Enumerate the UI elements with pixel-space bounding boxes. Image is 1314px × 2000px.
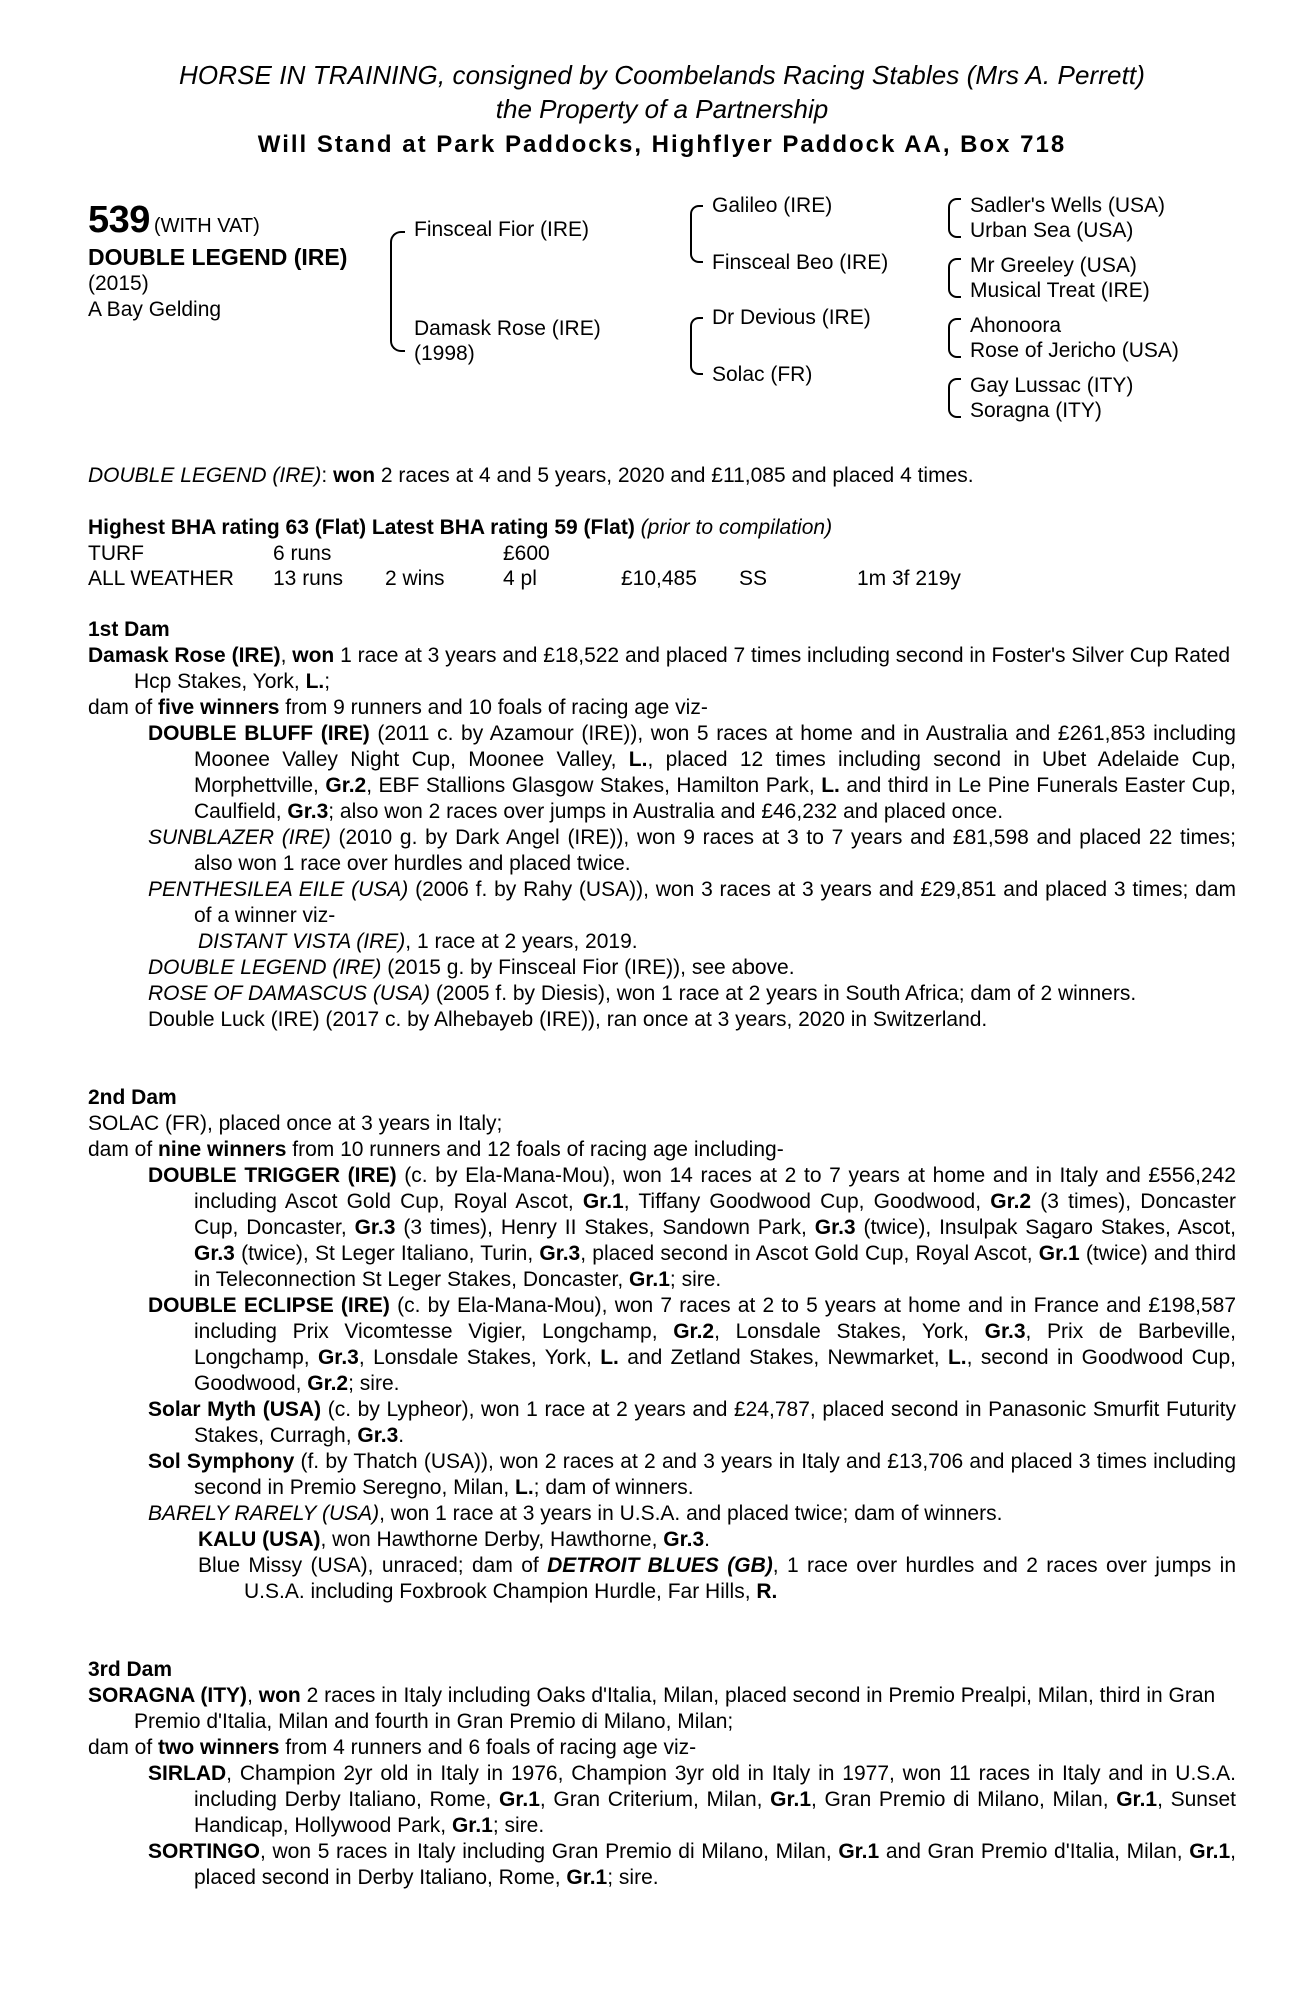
gp-4: Musical Treat (IRE) — [970, 279, 1150, 302]
progeny-name: Sol Symphony — [148, 1450, 295, 1473]
progeny-entry: DOUBLE ECLIPSE (IRE) (c. by Ela-Mana-Mou), won 7 races at 2 to 5 years at home and in France and £198,587 including Prix Vicomtesse Vigier, Longchamp, Gr.2, Lonsdale Stakes, York, Gr.3, Prix de Barbeville, Longchamp, Gr.3, Lonsdale Stakes, York, L. and Zetland Stakes, Newmarket, L., second in Goodwood Cup, Goodwood, Gr.2; sire. — [148, 1294, 1236, 1395]
grade-label: Gr.3 — [194, 1242, 235, 1265]
second-dam-title: 2nd Dam — [88, 1086, 177, 1109]
grade-label: Gr.2 — [673, 1320, 715, 1343]
consignor-line: HORSE IN TRAINING, consigned by Coombelands Racing Stables (Mrs A. Perrett) — [179, 60, 1145, 90]
dam-of-prefix: dam of — [88, 696, 159, 719]
progeny-entry: SORTINGO, won 5 races in Italy including Gran Premio di Milano, Milan, Gr.1 and Gran Premio d'Italia, Milan, Gr.1, placed second in Derby Italiano, Rome, Gr.1; sire. — [148, 1840, 1236, 1889]
grade-label: Gr.1 — [1189, 1840, 1231, 1863]
lot-details — [88, 193, 388, 323]
dam-name: Damask Rose (IRE) — [414, 317, 601, 340]
second-dam-text: , placed once at 3 years in Italy; — [207, 1112, 503, 1135]
first-dam-sep: , — [280, 644, 293, 667]
progeny-name: PENTHESILEA EILE (USA) — [148, 878, 409, 901]
grade-label: Gr.1 — [499, 1788, 540, 1811]
aw-earnings: £10,485 — [621, 567, 697, 590]
aw-placed: 4 pl — [503, 567, 537, 590]
grade-label: Gr.1 — [770, 1788, 812, 1811]
first-dam-listed: L. — [305, 670, 325, 693]
ratings-block — [88, 515, 1236, 591]
grade-label: Gr.3 — [287, 800, 329, 823]
progeny-name: DISTANT VISTA (IRE) — [198, 930, 406, 953]
ratings-heading-bold: Highest BHA rating 63 (Flat) Latest BHA rating 59 (Flat) — [88, 516, 641, 539]
pedigree-block — [88, 193, 1236, 433]
third-dam-line — [88, 1683, 1236, 1735]
winner-count: five winners — [158, 696, 280, 719]
progeny-name: Double Luck (IRE) — [148, 1008, 320, 1031]
progeny-entry: DOUBLE TRIGGER (IRE) (c. by Ela-Mana-Mou), won 14 races at 2 to 7 years at home and in Italy and £556,242 including Ascot Gold Cup, Royal Ascot, Gr.1, Tiffany Goodwood Cup, Goodwood, Gr.2 (3 times), Doncaster Cup, Doncaster, Gr.3 (3 times), Henry II Stakes, Sandown Park, Gr.3 (twice), Insulpak Sagaro Stakes, Ascot, Gr.3 (twice), St Leger Italiano, Turin, Gr.3, placed second in Ascot Gold Cup, Royal Ascot, Gr.1 (twice) and third in Teleconnection St Leger Stakes, Doncaster, Gr.1; sire. — [148, 1164, 1236, 1291]
grade-label: Gr.3 — [814, 1216, 856, 1239]
gp-pair-4 — [946, 373, 1236, 423]
ratings-heading-note: (prior to compilation) — [640, 516, 833, 539]
grade-label: Gr.2 — [307, 1372, 349, 1395]
first-dam-won: won — [292, 644, 335, 667]
dam-parents-group — [688, 305, 946, 387]
aw-runs: 13 runs — [273, 567, 344, 590]
aw-distance: 1m 3f 219y — [857, 567, 961, 590]
sire-name: Finsceal Fior (IRE) — [414, 218, 590, 241]
progeny-name: KALU (USA) — [198, 1528, 321, 1551]
summary-horse-name: DOUBLE LEGEND (IRE) — [88, 464, 322, 487]
ratings-table — [88, 541, 1236, 591]
progeny-entry: ROSE OF DAMASCUS (USA) (2005 f. by Diesis), won 1 race at 2 years in South Africa; dam of 2 winners. — [148, 982, 1137, 1005]
table-row — [88, 566, 1236, 591]
turf-distance — [856, 541, 1236, 566]
race-summary — [88, 463, 1236, 489]
grade-label: Gr.3 — [663, 1528, 705, 1551]
second-dam-name: SOLAC (FR) — [88, 1112, 208, 1135]
sire-group — [388, 217, 688, 366]
progeny-name: Solar Myth (USA) — [148, 1398, 322, 1421]
winner-count: two winners — [158, 1736, 280, 1759]
third-dam-name: SORAGNA (ITY) — [88, 1684, 248, 1707]
gp-1: Sadler's Wells (USA) — [970, 194, 1165, 217]
dam-of-suffix: from 4 runners and 6 foals of racing age viz- — [279, 1736, 697, 1759]
second-dam-progeny-list — [88, 1163, 1236, 1605]
gp-5: Ahonoora — [970, 314, 1062, 337]
lot-number: 539 — [88, 199, 150, 241]
turf-code — [688, 541, 856, 566]
aw-wins: 2 wins — [385, 567, 445, 590]
sire-sire: Galileo (IRE) — [712, 194, 833, 217]
first-dam-line — [88, 643, 1236, 695]
grade-label: Gr.3 — [317, 1346, 359, 1369]
aw-surface: ALL WEATHER — [88, 567, 234, 590]
progeny-name: SORTINGO — [148, 1840, 261, 1863]
third-dam-won: won — [258, 1684, 301, 1707]
grade-label: R. — [756, 1580, 778, 1603]
grade-label: Gr.1 — [451, 1814, 493, 1837]
progeny-entry: Blue Missy (USA), unraced; dam of DETROIT BLUES (GB), 1 race over hurdles and 2 races over jumps in U.S.A. including Foxbrook Champion Hurdle, Far Hills, R. — [198, 1554, 1236, 1603]
progeny-entry: Sol Symphony (f. by Thatch (USA)), won 2 races at 2 and 3 years in Italy and £13,706 and placed 3 times including second in Premio Seregno, Milan, L.; dam of winners. — [148, 1450, 1236, 1499]
aw-code: SS — [739, 567, 768, 590]
progeny-entry: Double Luck (IRE) (2017 c. by Alhebayeb (IRE)), ran once at 3 years, 2020 in Switzerland. — [148, 1008, 988, 1031]
third-dam-title: 3rd Dam — [88, 1658, 173, 1681]
ratings-heading — [88, 515, 1236, 540]
page-header — [88, 60, 1236, 159]
grade-label: L. — [600, 1346, 619, 1369]
grade-label: Gr.2 — [325, 774, 367, 797]
gp-pair-1 — [946, 193, 1236, 243]
grade-label: Gr.1 — [629, 1268, 670, 1291]
lot-vat: (WITH VAT) — [153, 215, 260, 237]
horse-description: A Bay Gelding — [88, 298, 222, 321]
progeny-entry: KALU (USA), won Hawthorne Derby, Hawthorne, Gr.3. — [198, 1528, 710, 1551]
grade-label: Gr.2 — [990, 1190, 1032, 1213]
grade-label: Gr.3 — [539, 1242, 581, 1265]
progeny-entry: DOUBLE BLUFF (IRE) (2011 c. by Azamour (IRE)), won 5 races at home and in Australia and £261,853 including Moonee Valley Night Cup, Moonee Valley, L., placed 12 times including second in Ubet Adelaide Cup, Morphettville, Gr.2, EBF Stallions Glasgow Stakes, Hamilton Park, L. and third in Le Pine Funerals Easter Cup, Caulfield, Gr.3; also won 2 races over jumps in Australia and £46,232 and placed once. — [148, 722, 1236, 823]
grade-label: Gr.1 — [838, 1840, 880, 1863]
progeny-entry: DISTANT VISTA (IRE), 1 race at 2 years, 2019. — [198, 930, 638, 953]
third-dam-section — [88, 1657, 1236, 1891]
pedigree-gen1 — [388, 193, 688, 366]
emphasis-text: DETROIT BLUES (GB) — [547, 1554, 773, 1577]
gp-3: Mr Greeley (USA) — [970, 254, 1137, 277]
progeny-entry: SIRLAD, Champion 2yr old in Italy in 1976, Champion 3yr old in Italy in 1977, won 11 races in Italy and in U.S.A. including Derby Italiano, Rome, Gr.1, Gran Criterium, Milan, Gr.1, Gran Premio di Milano, Milan, Gr.1, Sunset Handicap, Hollywood Park, Gr.1; sire. — [148, 1762, 1236, 1837]
progeny-name: DOUBLE LEGEND (IRE) — [148, 956, 382, 979]
progeny-entry: DOUBLE LEGEND (IRE) (2015 g. by Finsceal Fior (IRE)), see above. — [148, 956, 795, 979]
grade-label: L. — [515, 1476, 534, 1499]
second-dam-offspring-count — [88, 1137, 1236, 1163]
first-dam-text: 1 race at 3 years and £18,522 and placed 7 times including second in Foster's Silver Cup Rated Hcp Stakes, York, — [134, 644, 1231, 693]
sire-dam: Finsceal Beo (IRE) — [712, 251, 889, 274]
turf-surface: TURF — [88, 542, 144, 565]
summary-won: won — [333, 464, 376, 487]
stand-location-line: Will Stand at Park Paddocks, Highflyer Paddock AA, Box 718 — [257, 131, 1067, 158]
gp-6: Rose of Jericho (USA) — [970, 339, 1179, 362]
dam-of-prefix: dam of — [88, 1736, 159, 1759]
horse-name: DOUBLE LEGEND (IRE) — [88, 244, 348, 270]
first-dam-progeny-list — [88, 721, 1236, 1033]
second-dam-section — [88, 1085, 1236, 1605]
gp-7: Gay Lussac (ITY) — [970, 374, 1134, 397]
turf-runs: 6 runs — [273, 542, 332, 565]
third-dam-offspring-count — [88, 1735, 1236, 1761]
progeny-entry: Solar Myth (USA) (c. by Lypheor), won 1 race at 2 years and £24,787, placed second in Panasonic Smurfit Futurity Stakes, Curragh, Gr.3. — [148, 1398, 1237, 1447]
progeny-entry: BARELY RARELY (USA), won 1 race at 3 years in U.S.A. and placed twice; dam of winners. — [148, 1502, 1003, 1525]
progeny-name: Blue Missy (USA) — [198, 1554, 368, 1577]
progeny-name: DOUBLE TRIGGER (IRE) — [148, 1164, 397, 1187]
progeny-entry: PENTHESILEA EILE (USA) (2006 f. by Rahy (USA)), won 3 races at 3 years and £29,851 and placed 3 times; dam of a winner viz- — [148, 878, 1236, 927]
sire-parents-group — [688, 193, 946, 275]
gp-pair-2 — [946, 253, 1236, 303]
property-line: the Property of a Partnership — [495, 94, 829, 124]
third-dam-sep: , — [247, 1684, 259, 1707]
first-dam-section — [88, 617, 1236, 1033]
progeny-name: ROSE OF DAMASCUS (USA) — [148, 982, 430, 1005]
third-dam-text: 2 races in Italy including Oaks d'Italia, Milan, placed second in Premio Prealpi, Milan, third in Gran Premio d'Italia, Milan and fourth in Gran Premio di Milano, Milan; — [134, 1684, 1216, 1733]
grade-label: L. — [947, 1346, 967, 1369]
grade-label: Gr.3 — [984, 1320, 1026, 1343]
turf-wins — [385, 541, 503, 566]
progeny-name: DOUBLE BLUFF (IRE) — [148, 722, 370, 745]
dam-of-prefix: dam of — [88, 1138, 159, 1161]
grade-label: Gr.3 — [357, 1424, 399, 1447]
grade-label: Gr.1 — [1038, 1242, 1080, 1265]
progeny-name: BARELY RARELY (USA) — [148, 1502, 380, 1525]
progeny-name: DOUBLE ECLIPSE (IRE) — [148, 1294, 390, 1317]
progeny-name: SUNBLAZER (IRE) — [148, 826, 331, 849]
first-dam-name: Damask Rose (IRE) — [88, 644, 281, 667]
lot-number-line — [88, 199, 388, 242]
progeny-name: SIRLAD — [148, 1762, 227, 1785]
dam-sire: Dr Devious (IRE) — [712, 306, 871, 329]
grade-label: Gr.3 — [354, 1216, 396, 1239]
dam-dam: Solac (FR) — [712, 363, 813, 386]
gp-2: Urban Sea (USA) — [970, 219, 1134, 242]
summary-colon: : — [321, 464, 334, 487]
first-dam-offspring-count — [88, 695, 1236, 721]
grade-label: L. — [821, 774, 840, 797]
table-row — [88, 541, 1236, 566]
gp-pair-3 — [946, 313, 1236, 363]
progeny-entry: SUNBLAZER (IRE) (2010 g. by Dark Angel (IRE)), won 9 races at 3 to 7 years and £81,598 and placed 22 times; also won 1 race over hurdles and placed twice. — [148, 826, 1237, 875]
summary-rest: 2 races at 4 and 5 years, 2020 and £11,085 and placed 4 times. — [375, 464, 974, 487]
turf-earnings: £600 — [503, 542, 550, 565]
first-dam-end: ; — [324, 670, 331, 693]
grade-label: Gr.1 — [582, 1190, 624, 1213]
grade-label: Gr.1 — [1116, 1788, 1158, 1811]
first-dam-title: 1st Dam — [88, 618, 170, 641]
grade-label: L. — [628, 748, 648, 771]
second-dam-line — [88, 1111, 1236, 1137]
gp-8: Soragna (ITY) — [970, 399, 1102, 422]
horse-year: (2015) — [88, 272, 149, 295]
pedigree-gen2 — [688, 193, 946, 387]
dam-year: (1998) — [414, 342, 475, 365]
dam-of-suffix: from 9 runners and 10 foals of racing age viz- — [279, 696, 708, 719]
grade-label: Gr.1 — [566, 1866, 608, 1889]
winner-count: nine winners — [158, 1138, 287, 1161]
pedigree-gen3 — [946, 193, 1236, 433]
third-dam-progeny-list — [88, 1761, 1236, 1891]
dam-of-suffix: from 10 runners and 12 foals of racing age including- — [286, 1138, 784, 1161]
